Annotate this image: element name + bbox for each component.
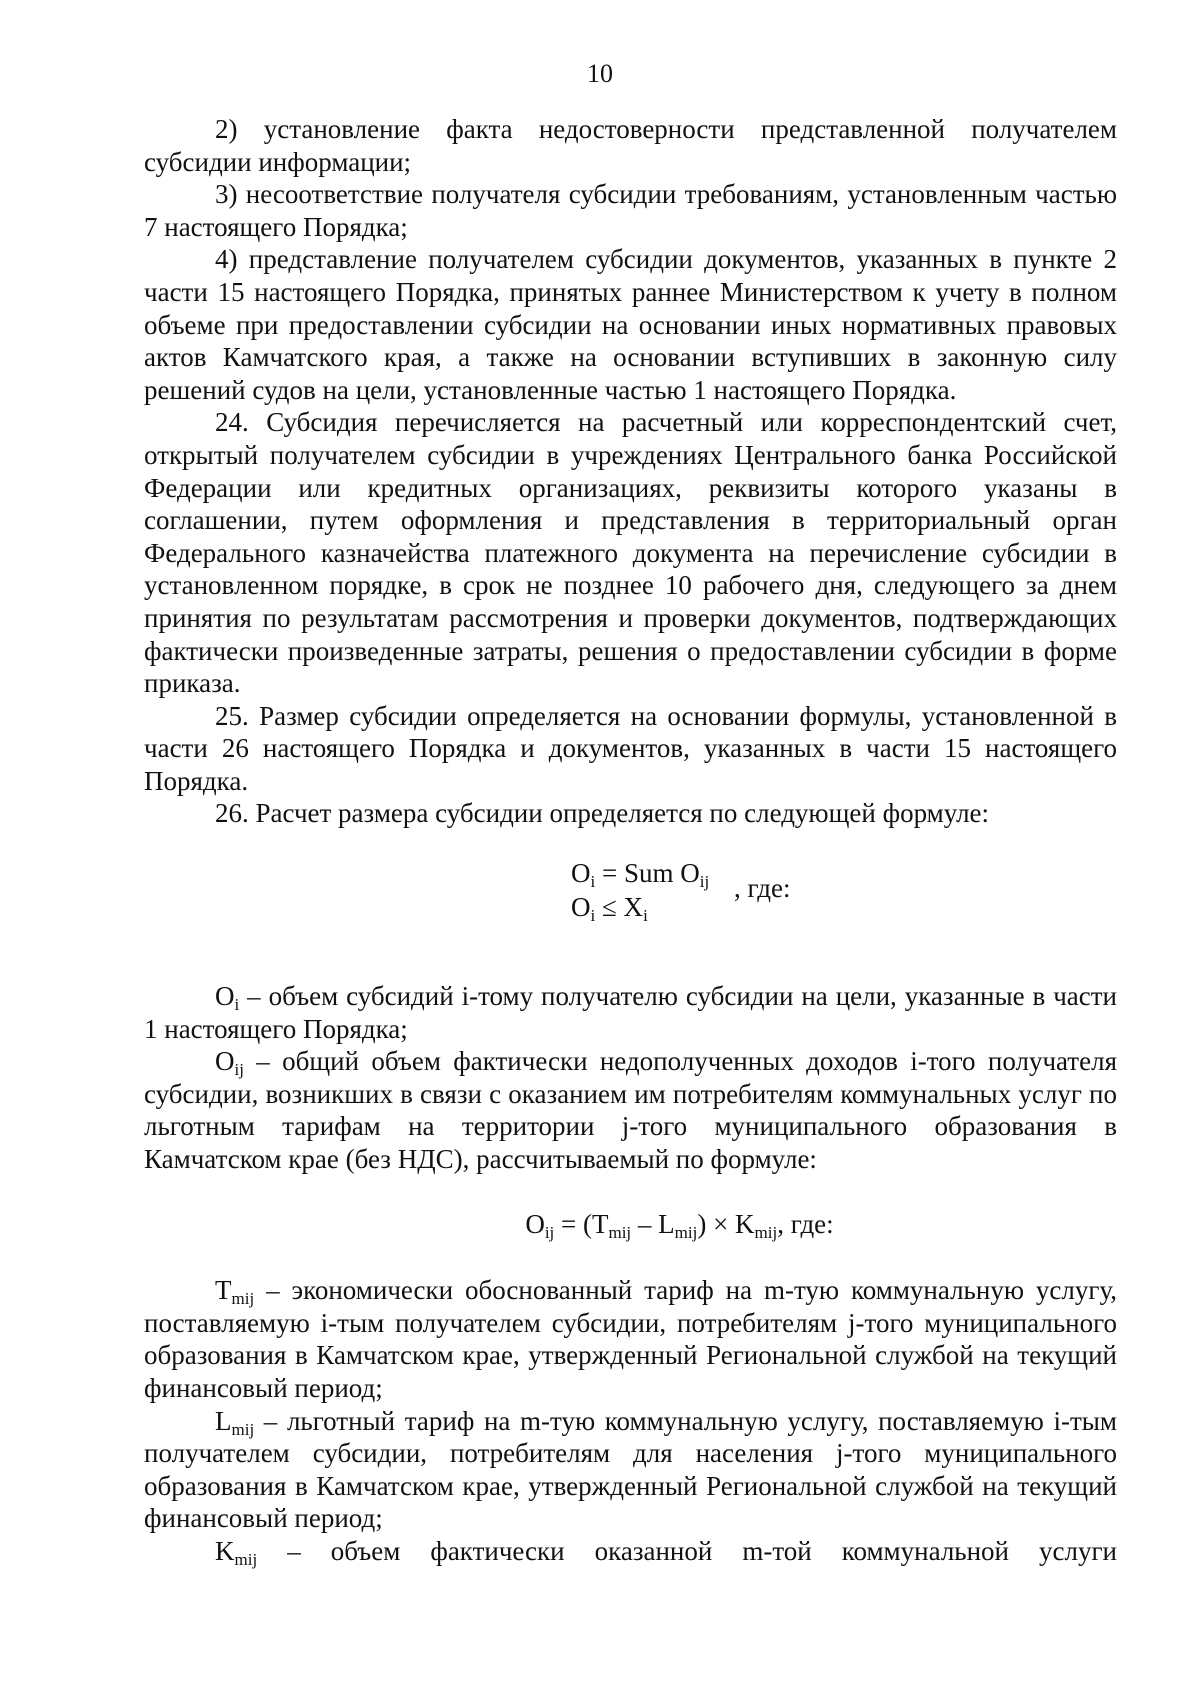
definition-Oij bbox=[144, 1045, 1117, 1175]
formula-text: ) × K bbox=[697, 1208, 755, 1239]
definition-text: – льготный тариф на m-тую коммунальную услугу, поставляемую i-тым получателем субсидии, потребителям для населения j-того муниципального образования в Камчатском крае, утвержденный Региональной службой на текущий финансовый период; bbox=[144, 1405, 1117, 1534]
document-body bbox=[144, 113, 1117, 1568]
definition-symbol: T bbox=[215, 1275, 232, 1306]
formula-lines bbox=[571, 856, 709, 924]
formula-symbol: O bbox=[571, 892, 591, 923]
definition-Kmij bbox=[144, 1535, 1117, 1568]
page-number: 10 bbox=[587, 59, 613, 88]
paragraph-26: 26. Расчет размера субсидии определяется по следующей формуле: bbox=[215, 798, 990, 829]
formula-subscript: ij bbox=[699, 872, 710, 892]
paragraph-25: 25. Размер субсидии определяется на основании формулы, установленной в части 26 настоящего Порядка и документов, указанных в части 15 настоящего Порядка. bbox=[144, 700, 1117, 796]
formula-subsidy-sum bbox=[144, 852, 1117, 952]
formula-symbol: O bbox=[525, 1208, 545, 1239]
definition-subscript: mij bbox=[231, 1419, 255, 1439]
definition-symbol: K bbox=[215, 1535, 235, 1566]
definition-Lmij bbox=[144, 1405, 1117, 1535]
definition-symbol: L bbox=[215, 1405, 232, 1436]
formula-line-1 bbox=[571, 856, 709, 890]
definition-Tmij bbox=[144, 1274, 1117, 1404]
formula-tail: , где: bbox=[734, 873, 791, 904]
definition-text: – общий объем фактически недополученных доходов i-того получателя субсидии, возникших в связи с оказанием им потребителям коммунальных услуг по льготным тарифам на территории j-того муниципального образования в Камчатском крае (без НДС), рассчитываемый по формуле: bbox=[144, 1046, 1117, 1175]
definition-Oi bbox=[144, 980, 1117, 1045]
paragraph-item-2: 2) установление факта недостоверности представленной получателем субсидии информации; bbox=[144, 114, 1117, 177]
definition-symbol: O bbox=[215, 981, 235, 1012]
formula-text: ≤ X bbox=[595, 892, 644, 923]
definition-subscript: mij bbox=[231, 1289, 255, 1309]
formula-text: = Sum O bbox=[595, 858, 700, 889]
formula-tail: , где: bbox=[777, 1208, 834, 1239]
formula-subscript: i bbox=[590, 906, 596, 926]
formula-subscript: ij bbox=[544, 1222, 555, 1242]
definition-text: – объем субсидий i-тому получателю субсидии на цели, указанные в части 1 настоящего Порядка; bbox=[144, 981, 1117, 1044]
formula-subscript: i bbox=[643, 906, 648, 926]
definition-subscript: mij bbox=[234, 1549, 258, 1569]
formula-text: – L bbox=[631, 1208, 675, 1239]
formula-line-2 bbox=[571, 890, 709, 924]
formula-lost-income bbox=[144, 1208, 1117, 1241]
definition-text: – объем фактически оказанной m-той коммунальной услуги bbox=[257, 1535, 1117, 1566]
paragraph-item-4: 4) представление получателем субсидии документов, указанных в пункте 2 части 15 настоящего Порядка, принятых раннее Министерством к учету в полном объеме при предоставлении субсидии на основании иных нормативных правовых актов Камчатского края, а также на основании вступивших в законную силу решений судов на цели, установленные частью 1 настоящего Порядка. bbox=[144, 244, 1117, 405]
formula-text: = (T bbox=[554, 1208, 609, 1239]
definition-text: – экономически обоснованный тариф на m-тую коммунальную услугу, поставляемую i-тым получателем субсидии, потребителям j-того муниципального образования в Камчатском крае, утвержденный Региональной службой на текущий финансовый период; bbox=[144, 1275, 1117, 1403]
formula-symbol: O bbox=[571, 858, 591, 889]
paragraph-item-3: 3) несоответствие получателя субсидии требованиям, установленным частью 7 настоящего Порядка; bbox=[144, 179, 1117, 242]
definition-subscript: ij bbox=[234, 1060, 244, 1080]
formula-subscript: mij bbox=[754, 1222, 778, 1242]
definition-subscript: i bbox=[234, 995, 240, 1015]
paragraph-24: 24. Субсидия перечисляется на расчетный или корреспондентский счет, открытый получателем субсидии в учреждениях Центрального банка Российской Федерации или кредитных организациях, реквизиты которого указаны в соглашении, путем оформления и представления в территориальный орган Федерального казначейства платежного документа на перечисление субсидии в установленном порядке, в срок не позднее 10 рабочего дня, следующего за днем принятия по результатам рассмотрения и проверки документов, подтверждающих фактически произведенные затраты, решения о предоставлении субсидии в форме приказа. bbox=[144, 407, 1117, 699]
formula-subscript: mij bbox=[674, 1222, 698, 1242]
definition-symbol: O bbox=[215, 1046, 235, 1077]
formula-subscript: mij bbox=[608, 1222, 632, 1242]
formula-subscript: i bbox=[590, 872, 596, 892]
